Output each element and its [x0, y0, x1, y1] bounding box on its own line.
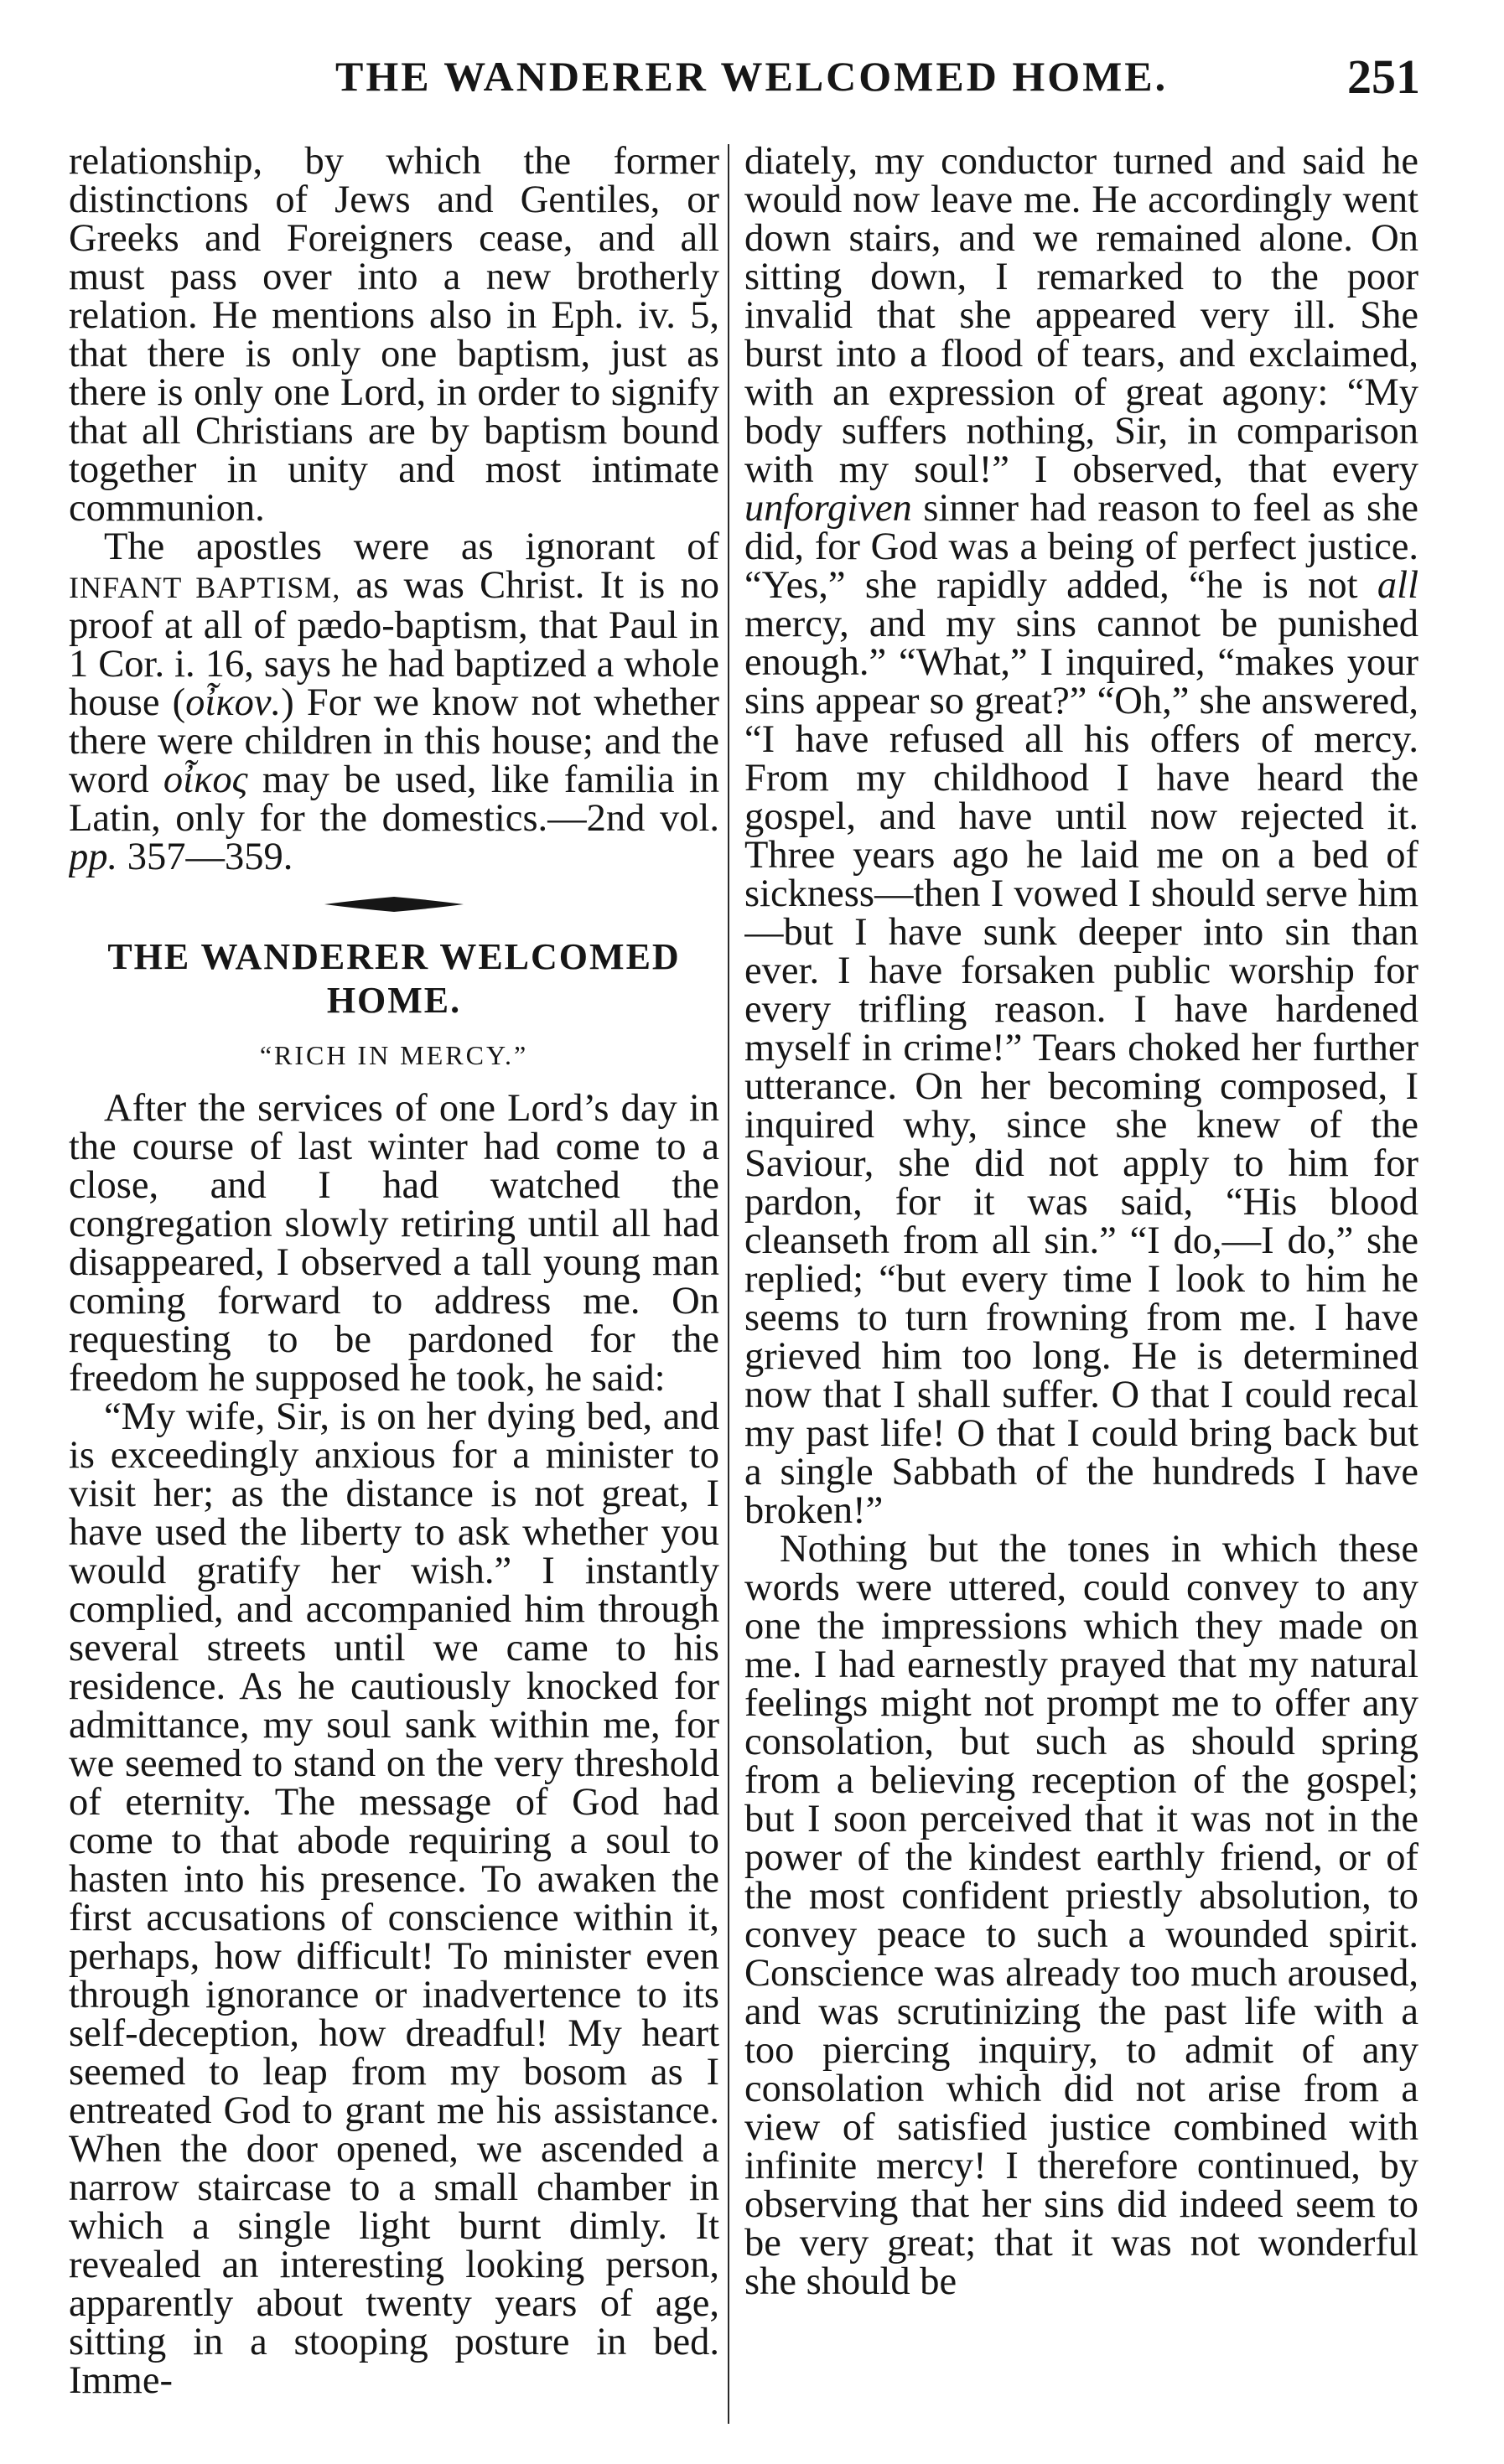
- greek-word: οἶκος: [163, 758, 248, 801]
- text-segment: sinner had reason to feel as she did, for God was a being of perfect justice. “Yes,” she rapidly added, “he is not: [744, 487, 1418, 607]
- running-head: [0, 49, 1504, 116]
- right-column: [744, 142, 1418, 2439]
- text-segment: 357—359.: [117, 836, 293, 878]
- column-rule: [728, 144, 729, 2424]
- small-caps-term: INFANT BAPTISM,: [69, 571, 341, 604]
- emphasis-word: all: [1377, 564, 1418, 607]
- text-segment: ) For we know not whether there were children in this house; and the word: [69, 681, 719, 801]
- paragraph-consolation: Nothing but the tones in which these words were uttered, could convey to any one the impressions which they made on me. I had earnestly prayed that my natural feelings might not prompt me to offer any consolation, but such as should spring from a believing reception of the gospel; but I soon perceived that it was not in the power of the kindest earthly friend, or of the most confident priestly absolution, to convey peace to such a wounded spirit. Conscience was already too much aroused, and was scrutinizing the past life with a too piercing inquiry, to admit of any consolation which did not arise from a view of satisfied justice combined with infinite mercy! I therefore continued, by observing that her sins did indeed seem to be very great; that it was not wonderful she should be: [744, 1528, 1418, 2303]
- paragraph-dying-wife: “My wife, Sir, is on her dying bed, and is exceedingly anxious for a minister to visit her; as the distance is not great, I have used the liberty to ask whether you would gratify her wish.” I instantly complied, and accompanied him through several streets until we came to his residence. As he cautiously knocked for admittance, my soul sank within me, for we seemed to stand on the very threshold of eternity. The message of God had come to that abode requiring a soul to hasten into his presence. To awaken the first accusations of conscience within it, perhaps, how difficult! To minister even through ignorance or inadvertence to its self-deception, how dreadful! My heart seemed to leap from my bosom as I entreated God to grant me his assistance. When the door opened, we ascended a narrow staircase to a small chamber in which a single light burnt dimly. It revealed an interesting looking person, apparently about twenty years of age, sitting in a stooping posture in bed. Imme-: [69, 1395, 719, 2402]
- article-subtitle: “RICH IN MERCY.”: [259, 1040, 529, 1070]
- text-segment: as was Christ. It is no proof at all of pædo-baptism, that Paul in 1 Cor. i. 16, says he had baptized a whole house (: [69, 564, 719, 724]
- section-divider-ornament: [323, 895, 465, 914]
- greek-word: οἶκον.: [185, 681, 282, 724]
- paragraph-invalid-conversation: [744, 142, 1418, 1530]
- emphasis-word: unforgiven: [744, 487, 912, 530]
- article-title: THE WANDERER WELCOMED HOME.: [107, 936, 681, 1021]
- running-title: THE WANDERER WELCOMED HOME.: [335, 53, 1169, 100]
- paragraph-baptism-unity: relationship, by which the former distinctions of Jews and Gentiles, or Greeks and Foreigners cease, and all must pass over into a new brotherly relation. He mentions also in Eph. iv. 5, that there is only one baptism, just as there is only one Lord, in order to signify that all Christians are by baptism bound together in unity and most intimate communion.: [69, 142, 719, 530]
- left-column: [69, 142, 719, 2439]
- text-segment: may be used, like familia in Latin, only for the domestics.—2nd vol.: [69, 758, 719, 840]
- pages-abbrev: pp.: [69, 836, 118, 878]
- text-segment: The apostles were as ignorant of: [104, 525, 719, 568]
- text-segment: mercy, and my sins cannot be punished enough.” “What,” I inquired, “makes your sins appear so great?” “Oh,” she answered, “I have refused all his offers of mercy. From my childhood I have heard the gospel, and have until now rejected it. Three years ago he laid me on a bed of sickness—then I vowed I should serve him—but I have sunk deeper into sin than ever. I have forsaken public worship for every trifling reason. I have hardened myself in crime!” Tears choked her further utterance. On her becoming composed, I inquired why, since she knew of the Saviour, she did not apply to him for pardon, for it was said, “His blood cleanseth from all sin.” “I do,—I do,” she replied; “but every time I look to him he seems to turn frowning from me. I have grieved him too long. He is determined now that I shall suffer. O that I could recal my past life! O that I could bring back but a single Sabbath of the hundreds I have broken!”: [744, 603, 1418, 1532]
- paragraph-infant-baptism: [69, 525, 719, 878]
- page-number: 251: [1347, 49, 1420, 104]
- paragraph-opening: After the services of one Lord’s day in the course of last winter had come to a close, and I had watched the congregation slowly retiring until all had disappeared, I observed a tall young man coming forward to address me. On requesting to be pardoned for the freedom he supposed he took, he said:: [69, 1087, 719, 1400]
- text-segment: diately, my conductor turned and said he would now leave me. He accordingly went down stairs, and we remained alone. On sitting down, I remarked to the poor invalid that she appeared very ill. She burst into a flood of tears, and exclaimed, with an expression of great agony: “My body suffers nothing, Sir, in comparison with my soul!” I observed, that every: [744, 142, 1418, 491]
